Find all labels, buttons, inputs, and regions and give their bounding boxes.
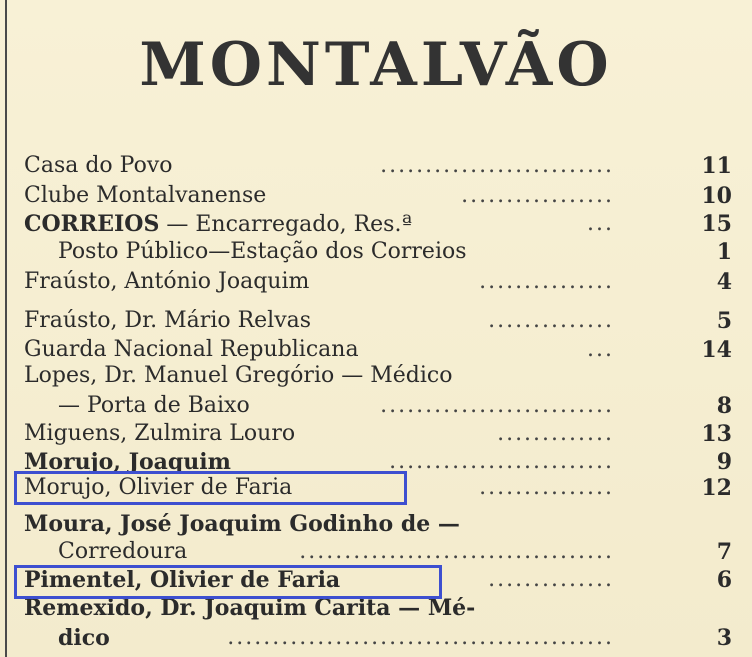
page-title: MONTALVÃO <box>139 30 613 100</box>
list-item: Pimentel, Olivier de Faria .............. 6 <box>24 567 732 593</box>
list-item: dico ........................................... 3 <box>58 625 732 651</box>
list-item: Morujo, Joaquim ......................... 9 <box>24 449 732 475</box>
list-item: Moura, José Joaquim Godinho de — <box>24 511 460 537</box>
entry-bold-label: CORREIOS <box>24 211 160 237</box>
list-item: — Porta de Baixo .......................... 8 <box>58 393 732 419</box>
list-item: Clube Montalvanense ................. 10 <box>24 183 732 209</box>
list-item: Fraústo, António Joaquim ............... 4 <box>24 269 732 295</box>
highlight-box <box>14 565 442 599</box>
list-item: Morujo, Olivier de Faria ............... 12 <box>24 475 732 501</box>
list-item: Miguens, Zulmira Louro ............. 13 <box>24 421 732 447</box>
list-item: Lopes, Dr. Manuel Gregório — Médico <box>24 363 453 388</box>
list-item: Fraústo, Dr. Mário Relvas .............. 5 <box>24 308 732 334</box>
list-item: Remexido, Dr. Joaquim Carita — Mé- <box>24 595 476 621</box>
list-item: Corredoura ................................... 7 <box>58 539 732 565</box>
list-item: Guarda Nacional Republicana ... 14 <box>24 337 732 363</box>
list-item: Casa do Povo .......................... 11 <box>24 153 732 179</box>
list-item: Posto Público—Estação dos Correios 1 <box>58 239 732 265</box>
list-item: CORREIOS — Encarregado, Res.ª ... 15 <box>24 211 732 237</box>
highlight-box <box>14 471 407 505</box>
